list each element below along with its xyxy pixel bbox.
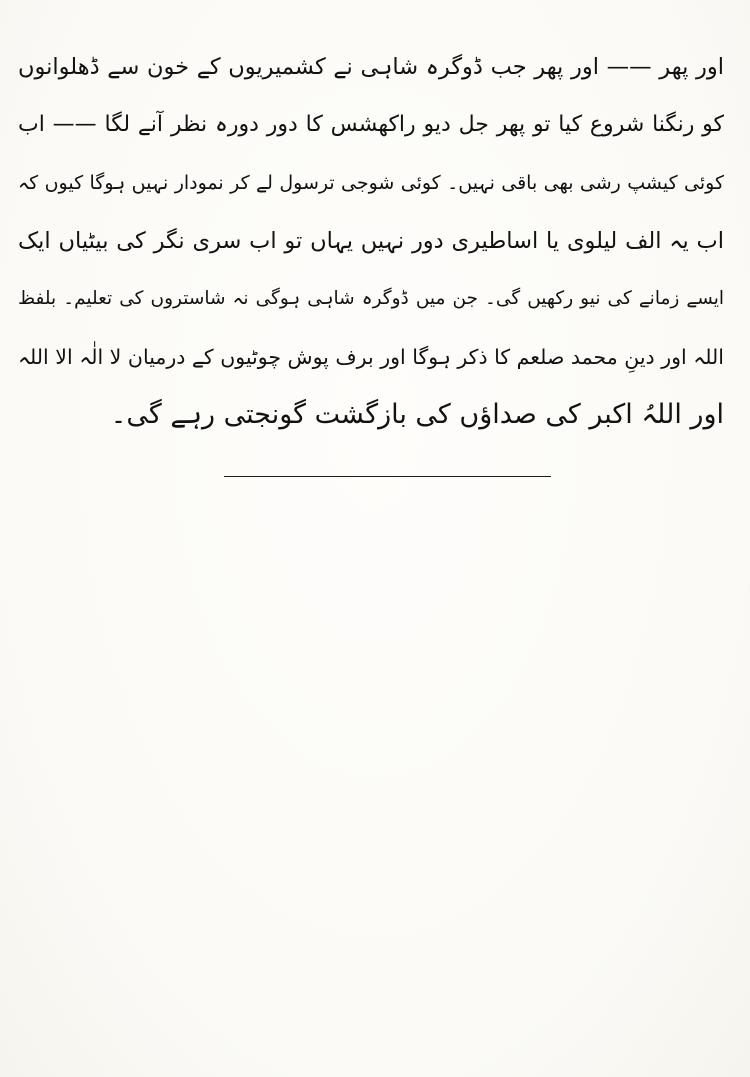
paragraph-line-4: اب یہ الف لیلوی یا اساطیری دور نہیں یہاں تو اب سری نگر کی بیٹیاں ایک (18, 228, 724, 254)
paragraph-line-6: اللہ اور دینِ محمد صلعم کا ذکر ہوگا اور برف پوش چوٹیوں کے درمیان لا الٰہ الا اللہ (18, 345, 724, 369)
section-divider-rule (224, 476, 551, 477)
urdu-paragraph (18, 38, 724, 444)
paragraph-line-2: کو رنگنا شروع کیا تو پھر جل دیو راکھشس کا دور دورہ نظر آنے لگا —— اب (18, 112, 724, 137)
paragraph-line-7: اور اللہُ اکبر کی صداؤں کی بازگشت گونجتی رہے گی۔ (110, 399, 724, 430)
paragraph-line-5: ایسے زمانے کی نیو رکھیں گی۔ جن میں ڈوگرہ شاہی ہوگی نہ شاستروں کی تعلیم۔ بلفظ (18, 288, 724, 309)
paragraph-line-3: کوئی کیشپ رشی بھی باقی نہیں۔ کوئی شوجی ترسول لے کر نمودار نہیں ہوگا کیوں کہ (18, 172, 724, 194)
paragraph-line-1: اور پھر —— اور پھر جب ڈوگرہ شاہی نے کشمیریوں کے خون سے ڈھلوانوں (18, 54, 724, 80)
